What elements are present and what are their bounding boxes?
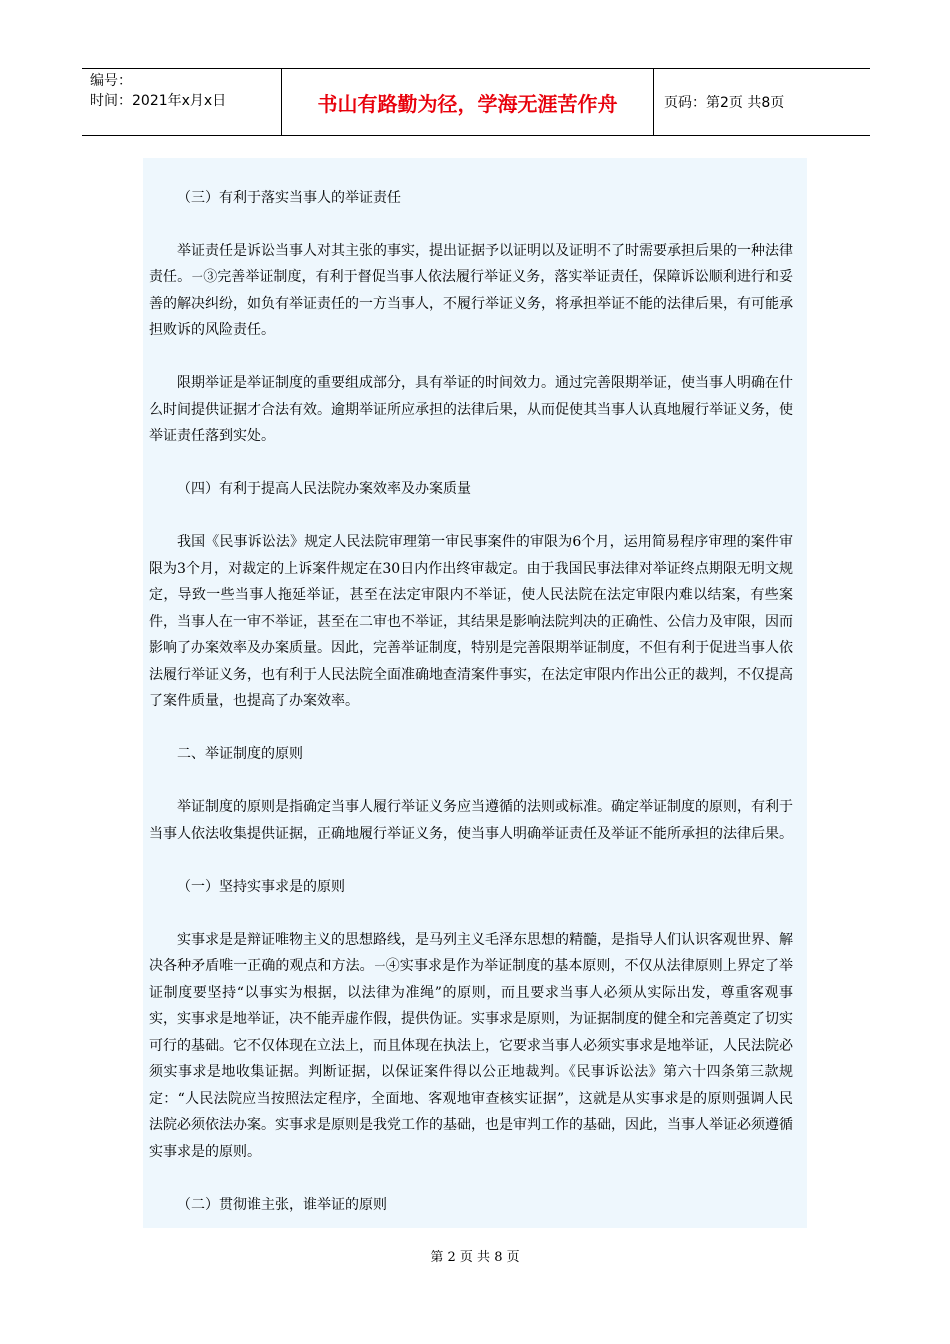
header-motto: 书山有路勤为径，学海无涯苦作舟: [282, 69, 654, 135]
paragraph: 限期举证是举证制度的重要组成部分，具有举证的时间效力。通过完善限期举证，使当事人明确在什么时间提供证据才合法有效。逾期举证所应承担的法律后果，从而促使其当事人认真地履行举证义务，使举证责任落到实处。: [149, 375, 793, 444]
section-heading: 二、举证制度的原则: [177, 746, 303, 762]
paragraph: 举证制度的原则是指确定当事人履行举证义务应当遵循的法则或标准。确定举证制度的原则，有利于当事人依法收集提供证据，正确地履行举证义务，使当事人明确举证责任及举证不能所承担的法律后果。: [149, 799, 793, 842]
section-heading: （三）有利于落实当事人的举证责任: [177, 189, 401, 206]
paragraph-text: 举证责任是诉讼当事人对其主张的事实，提出证据予以证明以及证明不了时需要承担后果的一种法律责任。: [149, 242, 793, 285]
paragraph-text: 实事求是是辩证唯物主义的思想路线，是马列主义毛泽东思想的精髓，是指导人们认识客观世界、解决各种矛盾唯一正确的观点和方法。: [149, 931, 793, 974]
footnote-marker: ㇐: [373, 959, 386, 973]
footnote-marker: ㇐: [191, 270, 204, 284]
paragraph-text: ③完善举证制度，有利于督促当事人依法履行举证义务，落实举证责任，保障诉讼顺利进行和妥善的解决纠纷，如负有举证责任的一方当事人，不履行举证义务，将承担举证不能的法律后果，有可能承担败诉的风险责任。: [149, 269, 793, 338]
paragraph: 我国《民事诉讼法》规定人民法院审理第一审民事案件的审限为6个月，运用简易程序审理的案件审限为3个月，对裁定的上诉案件规定在30日内作出终审裁定。由于我国民事法律对举证终点期限无明文规定，导致一些当事人拖延举证，甚至在法定审限内不举证，使人民法院在法定审限内难以结案，有些案件，当事人在一审不举证，甚至在二审也不举证，其结果是影响法院判决的正确性、公信力及审限，因而影响了办案效率及办案质量。因此，完善举证制度，特别是完善限期举证制度，不但有利于促进当事人依法履行举证义务，也有利于人民法院全面准确地查清案件事实，在法定审限内作出公正的裁判，不仅提高了案件质量，也提高了办案效率。: [149, 534, 793, 709]
number-label: 编号：: [90, 73, 132, 89]
header-page-info: 页码：第2页 共8页: [664, 95, 785, 111]
page-header: [82, 68, 870, 136]
document-body: [143, 158, 807, 1228]
page-footer: 第 2 页 共 8 页: [430, 1250, 520, 1265]
time-label: 时间：2021年x月x日: [90, 93, 227, 109]
section-heading: （二）贯彻谁主张，谁举证的原则: [177, 1196, 387, 1213]
paragraph: [149, 927, 793, 1166]
paragraph: [149, 238, 793, 344]
section-heading: （一）坚持实事求是的原则: [177, 878, 345, 895]
header-meta: [82, 69, 282, 135]
paragraph-text: ④实事求是作为举证制度的基本原则，不仅从法律原则上界定了举证制度要坚持“以事实为根据，以法律为准绳”的原则，而且要求当事人必须从实际出发，尊重客观事实，实事求是地举证，决不能弄虚作假，提供伪证。实事求是原则，为证据制度的健全和完善奠定了切实可行的基础。它不仅体现在立法上，而且体现在执法上，它要求当事人必须实事求是地举证，人民法院必须实事求是地收集证据。判断证据，以保证案件得以公正地裁判。《民事诉讼法》第六十四条第三款规定：“人民法院应当按照法定程序，全面地、客观地审查核实证据”，这就是从实事求是的原则强调人民法院必须依法办案。实事求是原则是我党工作的基础，也是审判工作的基础，因此，当事人举证必须遵循实事求是的原则。: [149, 958, 793, 1160]
section-heading: （四）有利于提高人民法院办案效率及办案质量: [177, 481, 471, 497]
